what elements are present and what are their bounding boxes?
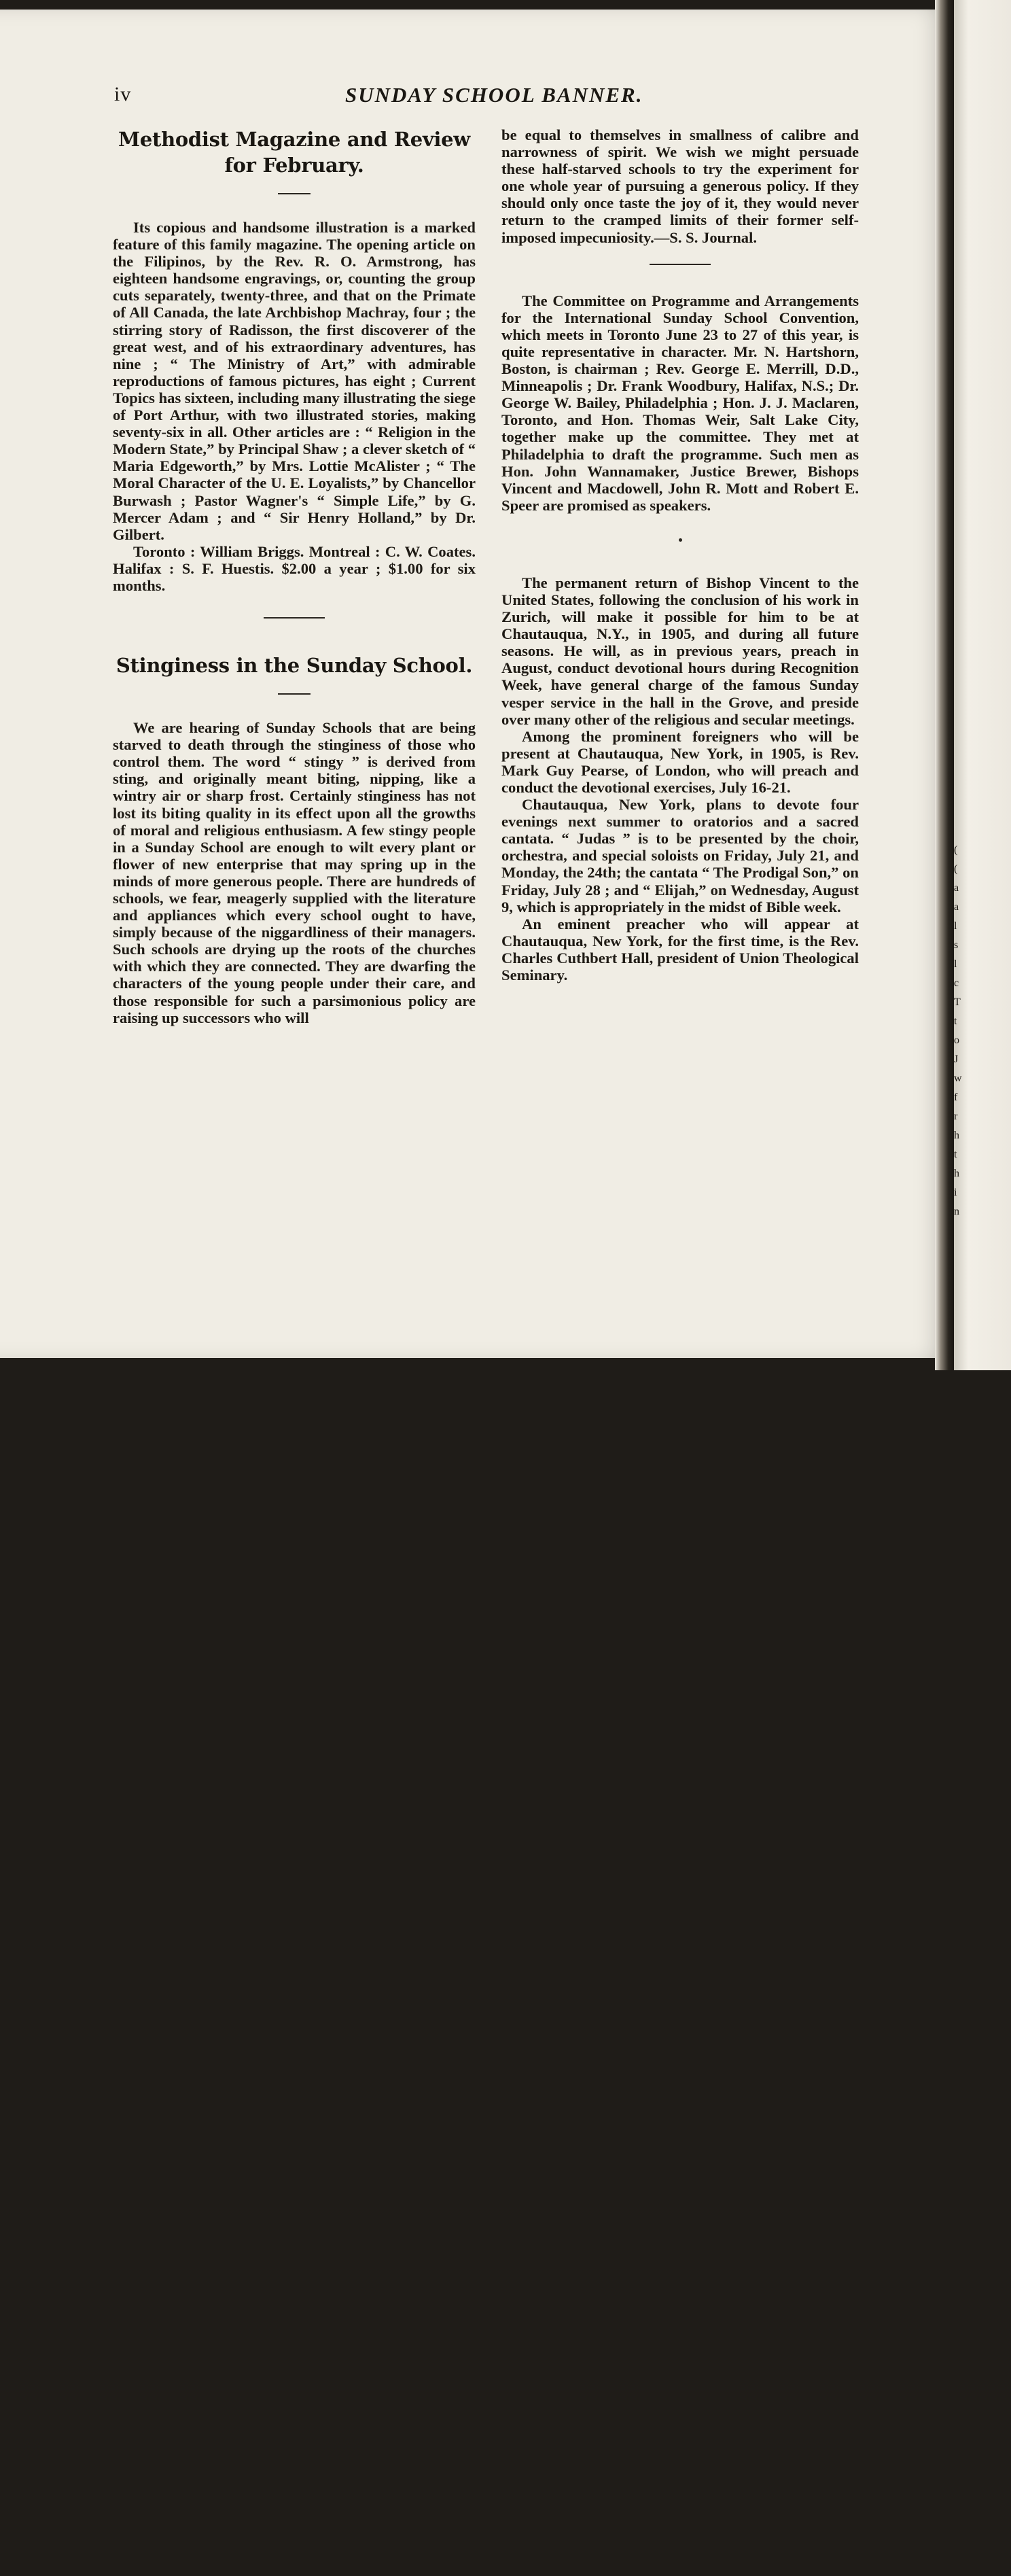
page-number: iv <box>114 83 132 105</box>
running-title: SUNDAY SCHOOL BANNER. <box>345 83 643 107</box>
chautauqua-paragraph: The permanent return of Bishop Vincent to the United States, following the conclusion of his work in Zurich, will make it possible for him to be at Chautauqua, N.Y., in 1905, and during all future seasons. He will, as in previous years, preach in August, conduct devotional hours during Recognition Week, have general charge of the famous Sunday vesper service in the hall in the Grove, and preside over many other of the religious and secular meetings. <box>501 574 859 728</box>
facing-page-fragment: h <box>954 1130 959 1141</box>
right-column <box>501 126 859 984</box>
article-title-stinginess: Stinginess in the Sunday School. <box>116 654 473 678</box>
facing-page-fragment: o <box>954 1034 959 1046</box>
facing-page-fragment: a <box>954 901 959 913</box>
facing-page-fragment: c <box>954 977 959 989</box>
article-paragraph: Its copious and handsome illustration is a marked feature of this family magazine. The opening article on the Filipinos, by the Rev. R. O. Armstrong, has eighteen handsome engravings, or, counting the group cuts separately, twenty-three, and that on the Primate of All Canada, the late Archbishop Machray, four ; the stirring story of Radisson, the first discoverer of the great west, and of his extraordinary adventures, has nine ; “ The Ministry of Art,” with admirable reproductions of famous pictures, has eight ; Current Topics has sixteen, including many illustrating the siege of Port Arthur, with two illustrated stories, making seventy-six in all. Other articles are : “ Religion in the Modern State,” by Principal Shaw ; a clever sketch of “ Maria Edgeworth,” by Mrs. Lottie McAlister ; “ The Moral Character of the U. E. Loyalists,” by Chancellor Burwash ; Pastor Wagner's “ Simple Life,” by G. Mercer Adam ; and “ Sir Henry Holland,” by Dr. Gilbert. <box>113 219 476 543</box>
chautauqua-paragraph: Among the prominent foreigners who will be present at Chautauqua, New York, in 1905, is Rev. Mark Guy Pearse, of London, who will preach and conduct the devotional exercises, July 16-21. <box>501 727 859 796</box>
section-divider <box>264 617 325 619</box>
section-divider-dot <box>679 538 682 542</box>
article-continuation: be equal to themselves in smallness of calibre and narrowness of spirit. We wish we might persuade these half-starved schools to try the experiment for one whole year of pursuing a generous policy. If they should only once taste the joy of it, they would never return to the cramped limits of their former self-imposed impecuniosity.—S. S. Journal. <box>501 126 859 246</box>
facing-page-edge <box>954 0 1011 1370</box>
facing-page-fragment: l <box>954 920 957 932</box>
left-column <box>113 126 476 1026</box>
magazine-page <box>0 10 950 1358</box>
facing-page-fragment: t <box>954 1015 957 1027</box>
facing-page-fragment: l <box>954 958 957 970</box>
facing-page-fragment: T <box>954 996 961 1008</box>
section-divider <box>650 264 711 265</box>
facing-page-fragment: s <box>954 939 959 951</box>
chautauqua-paragraph: Chautauqua, New York, plans to devote four evenings next summer to oratorios and a sacred cantata. “ Judas ” is to be presented by the choir, orchestra, and special soloists on Friday, July 21, and Monday, the 24th; the cantata “ The Prodigal Son,” on Friday, July 28 ; and “ Elijah,” on Wednesday, August 9, which is appropriately in the midst of Bible week. <box>501 796 859 916</box>
chautauqua-paragraph: An eminent preacher who will appear at Chautauqua, New York, for the first time, is the Rev. Charles Cuthbert Hall, president of Union Theological Seminary. <box>501 915 859 984</box>
facing-page-fragment: a <box>954 882 959 894</box>
facing-page-fragment: i <box>954 1187 957 1198</box>
title-rule <box>278 193 311 194</box>
facing-page-fragment: r <box>954 1111 958 1122</box>
facing-page-fragment: ( <box>954 863 958 875</box>
facing-page-fragment: w <box>954 1073 962 1084</box>
facing-page-fragment: f <box>954 1092 958 1103</box>
committee-paragraph: The Committee on Programme and Arrangements for the International Sunday School Convention, which meets in Toronto June 23 to 27 of this year, is quite representative in character. Mr. N. Hartshorn, Boston, is chairman ; Rev. George E. Merrill, D.D., Minneapolis ; Dr. Frank Woodbury, Halifax, N.S.; Dr. George W. Bailey, Philadelphia ; Hon. J. J. Maclaren, Toronto, and Hon. Thomas Weir, Salt Lake City, together make up the committee. They met at Philadelphia to draft the programme. Such men as Hon. John Wannamaker, Justice Brewer, Bishops Vincent and Macdowell, John R. Mott and Robert E. Speer are promised as speakers. <box>501 292 859 514</box>
facing-page-fragment: t <box>954 1149 957 1160</box>
facing-page-fragment: ( <box>954 844 958 856</box>
article-paragraph: We are hearing of Sunday Schools that are being starved to death through the stinginess of those who control them. The word “ stingy ” is derived from sting, and originally meant biting, nipping, like a wintry air or sharp frost. Certainly stinginess has not lost its biting quality in its effect upon all the growths of moral and religious enthusiasm. A few stingy people in a Sunday School are enough to wilt every plant or flower of new enterprise that may spring up in the minds of more generous people. There are hundreds of schools, we fear, meagerly supplied with the literature and appliances which every school ought to have, simply because of the niggardliness of their managers. Such schools are drying up the roots of the churches with which they are connected. They are dwarfing the characters of the young people under their care, and those responsible for such a parsimonious policy are raising up successors who will <box>113 719 476 1026</box>
article-title-methodist-magazine: Methodist Magazine and Review for February. <box>118 128 470 177</box>
facing-page-fragment: n <box>954 1206 959 1217</box>
page-header <box>114 83 862 110</box>
facing-page-fragment: J <box>954 1054 959 1065</box>
facing-page-fragment: h <box>954 1168 959 1179</box>
book-gutter <box>935 0 954 1370</box>
title-rule <box>278 693 311 695</box>
article-paragraph: Toronto : William Briggs. Montreal : C. W. Coates. Halifax : S. F. Huestis. $2.00 a year ; $1.00 for six months. <box>113 542 476 594</box>
